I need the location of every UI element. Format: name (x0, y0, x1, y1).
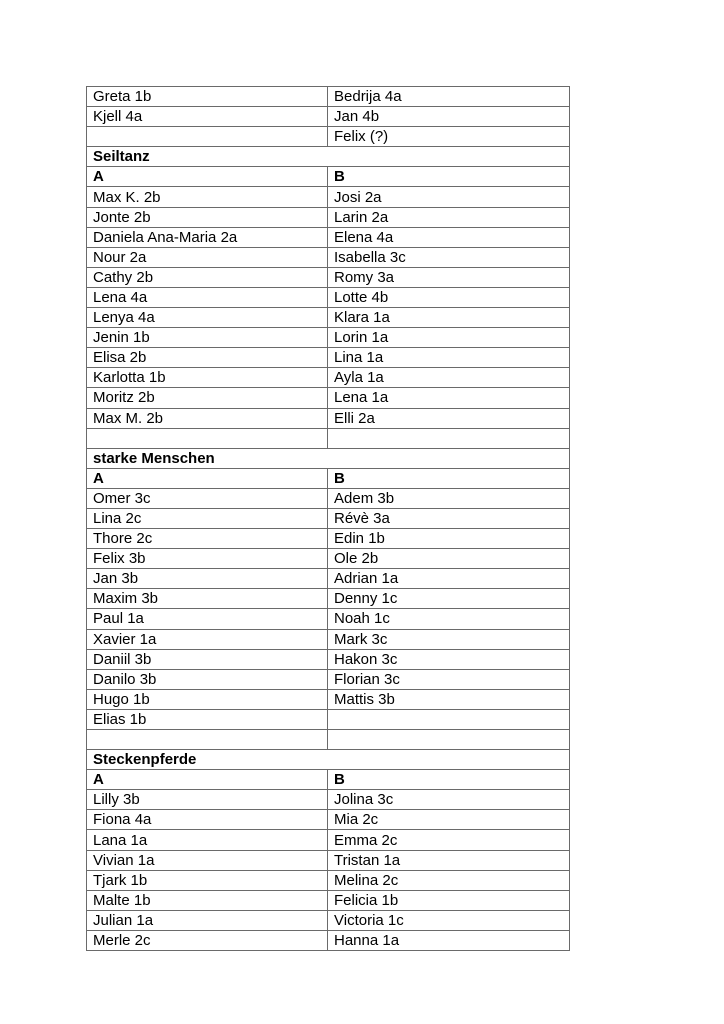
group-a-cell: Lena 4a (87, 287, 328, 307)
group-b-cell: Bedrija 4a (328, 87, 570, 107)
group-b-cell: Lorin 1a (328, 328, 570, 348)
group-a-cell: Paul 1a (87, 609, 328, 629)
group-a-cell: Nour 2a (87, 247, 328, 267)
group-a-cell (87, 730, 328, 750)
group-table (86, 86, 570, 951)
group-a-cell: Jenin 1b (87, 328, 328, 348)
group-a-cell: Hugo 1b (87, 689, 328, 709)
group-a-cell: Cathy 2b (87, 267, 328, 287)
group-a-cell: Karlotta 1b (87, 368, 328, 388)
table-row (87, 207, 570, 227)
table-row (87, 709, 570, 729)
table-row (87, 107, 570, 127)
table-row (87, 910, 570, 930)
group-a-cell: Danilo 3b (87, 669, 328, 689)
group-a-cell: Jonte 2b (87, 207, 328, 227)
table-row (87, 830, 570, 850)
group-b-cell: Elena 4a (328, 227, 570, 247)
group-a-cell (87, 428, 328, 448)
group-a-cell: Lana 1a (87, 830, 328, 850)
table-row (87, 267, 570, 287)
table-row (87, 308, 570, 328)
group-a-cell: Moritz 2b (87, 388, 328, 408)
group-a-cell: Kjell 4a (87, 107, 328, 127)
group-b-cell: Hanna 1a (328, 930, 570, 950)
table-row (87, 408, 570, 428)
group-a-cell: Maxim 3b (87, 589, 328, 609)
table-row (87, 649, 570, 669)
group-table-body (87, 87, 570, 951)
group-a-cell: Lina 2c (87, 508, 328, 528)
group-a-cell: Thore 2c (87, 529, 328, 549)
group-b-cell: Jolina 3c (328, 790, 570, 810)
table-row (87, 589, 570, 609)
column-header-a: A (87, 770, 328, 790)
table-row (87, 689, 570, 709)
group-b-cell: Elli 2a (328, 408, 570, 428)
group-b-cell: Romy 3a (328, 267, 570, 287)
table-row (87, 549, 570, 569)
column-header-b: B (328, 468, 570, 488)
group-a-cell: Xavier 1a (87, 629, 328, 649)
table-row (87, 127, 570, 147)
table-row (87, 348, 570, 368)
table-row (87, 810, 570, 830)
table-row (87, 87, 570, 107)
group-a-cell: Jan 3b (87, 569, 328, 589)
group-a-cell: Daniil 3b (87, 649, 328, 669)
group-a-cell: Vivian 1a (87, 850, 328, 870)
table-row (87, 609, 570, 629)
group-b-cell: Mark 3c (328, 629, 570, 649)
section-title: Steckenpferde (87, 750, 570, 770)
group-b-cell: Mattis 3b (328, 689, 570, 709)
group-b-cell: Hakon 3c (328, 649, 570, 669)
table-row (87, 790, 570, 810)
group-a-cell: Merle 2c (87, 930, 328, 950)
group-b-cell: Isabella 3c (328, 247, 570, 267)
group-b-cell: Adem 3b (328, 488, 570, 508)
table-row (87, 629, 570, 649)
section-title: Seiltanz (87, 147, 570, 167)
group-a-cell (87, 127, 328, 147)
group-b-cell: Josi 2a (328, 187, 570, 207)
table-row (87, 730, 570, 750)
group-b-cell (328, 428, 570, 448)
table-row (87, 850, 570, 870)
table-row (87, 508, 570, 528)
group-a-cell: Elisa 2b (87, 348, 328, 368)
table-row (87, 890, 570, 910)
table-row (87, 569, 570, 589)
group-a-cell: Tjark 1b (87, 870, 328, 890)
group-b-cell: Jan 4b (328, 107, 570, 127)
table-row (87, 328, 570, 348)
group-b-cell (328, 709, 570, 729)
group-b-cell: Melina 2c (328, 870, 570, 890)
group-a-cell: Lenya 4a (87, 308, 328, 328)
group-b-cell: Tristan 1a (328, 850, 570, 870)
table-row (87, 187, 570, 207)
section-row (87, 750, 570, 770)
group-b-cell: Victoria 1c (328, 910, 570, 930)
table-row (87, 368, 570, 388)
group-a-cell: Fiona 4a (87, 810, 328, 830)
column-header-b: B (328, 167, 570, 187)
group-b-cell (328, 730, 570, 750)
table-row (87, 388, 570, 408)
group-b-cell: Lotte 4b (328, 287, 570, 307)
group-a-cell: Daniela Ana-Maria 2a (87, 227, 328, 247)
table-row (87, 428, 570, 448)
group-b-cell: Larin 2a (328, 207, 570, 227)
group-a-cell: Max M. 2b (87, 408, 328, 428)
group-b-cell: Felix (?) (328, 127, 570, 147)
table-row (87, 287, 570, 307)
column-header-a: A (87, 468, 328, 488)
table-row (87, 247, 570, 267)
group-a-cell: Omer 3c (87, 488, 328, 508)
group-a-cell: Felix 3b (87, 549, 328, 569)
table-row (87, 930, 570, 950)
column-header-row (87, 468, 570, 488)
group-b-cell: Klara 1a (328, 308, 570, 328)
group-b-cell: Noah 1c (328, 609, 570, 629)
group-b-cell: Mia 2c (328, 810, 570, 830)
group-b-cell: Edin 1b (328, 529, 570, 549)
column-header-row (87, 167, 570, 187)
group-a-cell: Julian 1a (87, 910, 328, 930)
group-b-cell: Felicia 1b (328, 890, 570, 910)
group-b-cell: Florian 3c (328, 669, 570, 689)
group-a-cell: Greta 1b (87, 87, 328, 107)
group-b-cell: Adrian 1a (328, 569, 570, 589)
section-row (87, 448, 570, 468)
section-title: starke Menschen (87, 448, 570, 468)
group-a-cell: Lilly 3b (87, 790, 328, 810)
group-a-cell: Max K. 2b (87, 187, 328, 207)
group-a-cell: Elias 1b (87, 709, 328, 729)
group-b-cell: Révè 3a (328, 508, 570, 528)
group-b-cell: Ayla 1a (328, 368, 570, 388)
table-row (87, 488, 570, 508)
table-row (87, 870, 570, 890)
group-b-cell: Emma 2c (328, 830, 570, 850)
group-b-cell: Ole 2b (328, 549, 570, 569)
table-row (87, 669, 570, 689)
group-b-cell: Lena 1a (328, 388, 570, 408)
group-a-cell: Malte 1b (87, 890, 328, 910)
table-row (87, 529, 570, 549)
group-b-cell: Denny 1c (328, 589, 570, 609)
column-header-a: A (87, 167, 328, 187)
table-row (87, 227, 570, 247)
column-header-b: B (328, 770, 570, 790)
column-header-row (87, 770, 570, 790)
group-b-cell: Lina 1a (328, 348, 570, 368)
section-row (87, 147, 570, 167)
